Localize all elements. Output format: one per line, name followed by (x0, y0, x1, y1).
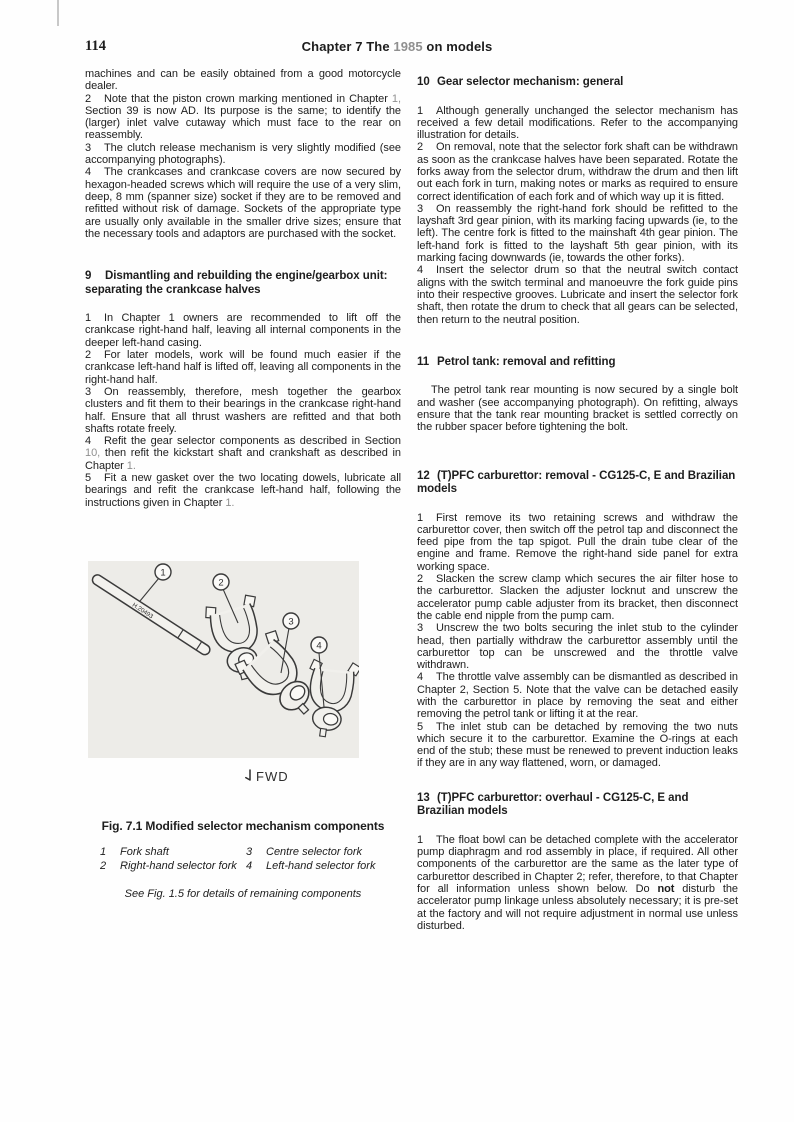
callout-4 (311, 637, 327, 653)
section-12-heading: 12 (T)PFC carburettor: removal - CG125-C, E and Brazilian models (417, 469, 736, 496)
paragraph: 2 For later models, work will be found much easier if the crankcase left-hand half is lifted off, leaving all components in the right-hand half. (85, 349, 401, 386)
paragraph: 4 The throttle valve assembly can be dismantled as described in Chapter 2, Section 5. Note that the valve can be detached easily with the carburettor in place by removing the seat and either removing the petrol tank or lifting it at the rear. (417, 671, 738, 721)
fwd-arrow-icon (245, 769, 254, 783)
callout-3 (283, 613, 299, 629)
callout-1 (155, 564, 171, 580)
shaft-part-code: H.20493 (130, 601, 155, 621)
svg-text:4: 4 (316, 640, 322, 652)
paragraph: The petrol tank rear mounting is now secured by a single bolt and washer (see accompanying photograph). On refitting, always ensure that the tank rear mounting bracket is settled correctly on the rubber spacer before tightening the bolt. (417, 384, 738, 434)
paragraph: 3 The clutch release mechanism is very slightly modified (see accompanying photographs). (85, 141, 401, 167)
paragraph: 1 First remove its two retaining screws and withdraw the carburettor cover, then switch off the petrol tap and disconnect the feed pipe from the tap spigot. Pull the drain tube clear of the engine and frame. Remove the right-hand side panel for extra working space. (417, 511, 738, 573)
scan-edge-artifact (57, 0, 59, 26)
fork-shaft-drawing (91, 573, 212, 657)
left-column (85, 68, 401, 911)
callout-2 (213, 574, 229, 590)
section-13-heading: 13 (T)PFC carburettor: overhaul - CG125-C, E and Brazilian models (417, 791, 689, 818)
paragraph: 2 On removal, note that the selector fork shaft can be withdrawn as soon as the crankcase halves have been separated. Rotate the forks away from the selector drum, withdraw the drum and then lift out each fork in turn, making notes or marks as required to ensure correct identification of each fork and of which way up it is fitted. (417, 141, 738, 203)
paragraph: 4 Refit the gear selector components as described in Section 10, then refit the kickstart shaft and crankshaft as described in Chapter 1. (85, 435, 401, 472)
paragraph: 3 On reassembly the right-hand fork should be refitted to the layshaft 3rd gear pinion, with its marking facing upwards (ie, to the left). The centre fork is fitted to the mainshaft 4th gear pinion. The left-hand fork is fitted to the layshaft 5th gear pinion, with its marking facing downwards (ie, towards the other forks). (417, 202, 738, 265)
figure-legend (100, 846, 401, 873)
paragraph: 3 On reassembly, therefore, mesh together the gearbox clusters and fit them to their bearings in the crankcase right-hand half. Ensure that all thrust washers are refitted and that both shafts rotate freely. (85, 385, 401, 435)
chapter-header-year: 1985 (393, 39, 423, 54)
left-hand-fork-drawing (301, 657, 359, 740)
chapter-header (0, 39, 794, 54)
paragraph: 1 In Chapter 1 owners are recommended to lift off the crankcase right-hand half, leaving all internal components in the deeper left-hand casing. (85, 312, 401, 349)
section-10-heading: 10 Gear selector mechanism: general (417, 76, 624, 88)
selector-mechanism-drawing (88, 561, 359, 758)
figure-7-1-illustration (88, 561, 359, 758)
paragraph: 4 Insert the selector drum so that the neutral switch contact aligns with the switch terminal and manoeuvre the fork guide pins into their respective grooves. Lubricate and insert the selector fork shaft, then rotate the drum to check that all gears can be selected, then return to the neutral position. (417, 264, 738, 326)
paragraph: 5 The inlet stub can be detached by removing the two nuts which secure it to the carburettor. Examine the O-rings at each end of the stub; these must be renewed to prevent induction leaks if they are in any way flattened, worn, or damaged. (417, 720, 738, 770)
svg-text:2: 2 (218, 577, 224, 589)
section-11-heading: 11 Petrol tank: removal and refitting (417, 355, 616, 368)
page-number: 114 (85, 38, 106, 54)
paragraph: 1 Although generally unchanged the selector mechanism has received a few detail modifications. Refer to the accompanying illustration for details. (417, 104, 738, 142)
paragraph: machines and can be easily obtained from a good motorcycle dealer. (85, 68, 401, 93)
paragraph: 5 Fit a new gasket over the two locating dowels, lubricate all bearings and refit the crankcase left-hand half, following the instructions given in Chapter 1. (85, 472, 401, 509)
paragraph: 1 The float bowl can be detached complete with the accelerator pump diaphragm and rod assembly in place, if required. All other components of the carburettor are the same as the later type of carburettor described in Chapter 2; refer, therefore, to that Chapter for all information unless shown below. Do not disturb the accelerator pump linkage unless absolutely necessary; it is pre-set at the factory and will not require adjustment in normal use unless disturbed. (417, 833, 738, 932)
right-column (417, 76, 738, 932)
legend-item: 3 Centre selector fork (246, 845, 362, 858)
legend-item: 1 Fork shaft (100, 845, 169, 858)
figure-note: See Fig. 1.5 for details of remaining components (124, 887, 362, 900)
callout-1-leader (140, 578, 159, 601)
paragraph: 4 The crankcases and crankcase covers are now secured by hexagon-headed screws which will require the use of a very slim, deep, 8 mm (spanner size) socket if they are to be removed and refitted without risk of damage. Sockets of the appropriate type are usually only available in the smaller drive sizes; ensure that the necessary tools and adaptors are purchased with the socket. (85, 166, 401, 240)
legend-item: 4 Left-hand selector fork (246, 859, 376, 872)
chapter-header-pre: Chapter 7 The (301, 39, 394, 54)
chapter-header-post: on models (422, 39, 493, 54)
figure-caption: Fig. 7.1 Modified selector mechanism components (101, 818, 385, 833)
paragraph: 3 Unscrew the two bolts securing the inlet stub to the cylinder head, then partially withdraw the carburettor assembly until the carburettor top can be unscrewed and the throttle valve withdrawn. (417, 622, 738, 672)
section-9-heading: 9 Dismantling and rebuilding the engine/gearbox unit: separating the crankcase halves (85, 270, 388, 296)
paragraph: 2 Note that the piston crown marking mentioned in Chapter 1, Section 39 is now AD. Its purpose is the same; to identify the (larger) inlet valve cutaway which must face to the rear on reassembly. (85, 92, 401, 142)
svg-text:1: 1 (160, 567, 166, 579)
svg-text:3: 3 (288, 616, 294, 628)
legend-item: 2 Right-hand selector fork (100, 859, 237, 872)
fwd-direction-label: FWD (245, 769, 401, 784)
paragraph: 2 Slacken the screw clamp which secures the air filter hose to the carburettor. Slacken the adjuster locknut and unscrew the accelerator pump cable adjuster from its bracket, then disconnect the cable end nipple from the pump cam. (417, 573, 738, 622)
